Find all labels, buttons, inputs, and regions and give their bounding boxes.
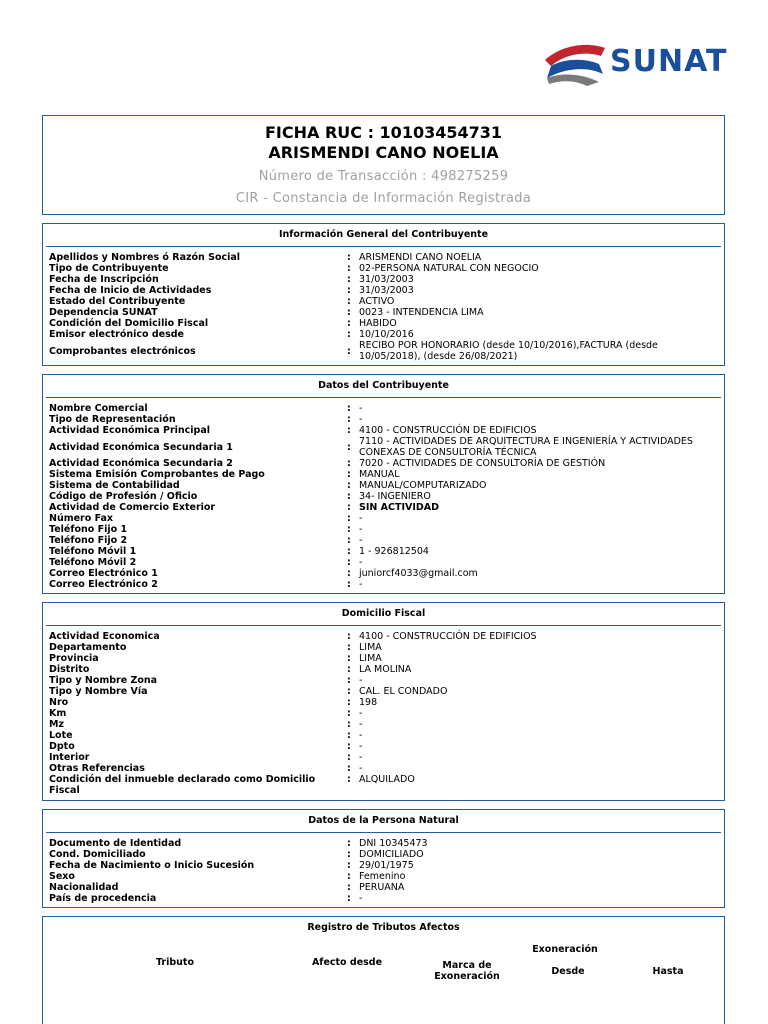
row-value: - [359,719,363,730]
row-value: juniorcf4033@gmail.com [359,568,478,579]
row-label: País de procedencia [49,893,157,904]
row-value: MANUAL [359,469,400,480]
row-value: 198 [359,697,378,708]
row-value: LA MOLINA [359,664,412,675]
row-value: PERUANA [359,882,405,893]
contributor-name-title: ARISMENDI CANO NOELIA [268,143,499,162]
info-row [49,274,724,285]
section-title: Datos del Contribuyente [46,375,721,398]
row-value: 7020 - ACTIVIDADES DE CONSULTORÍA DE GESTIÓN [359,458,606,469]
row-colon: : [347,535,351,546]
row-value: 0023 - INTENDENCIA LIMA [359,307,484,318]
row-label: Correo Electrónico 1 [49,568,158,579]
row-value: 4100 - CONSTRUCCIÓN DE EDIFICIOS [359,425,537,436]
section-title: Domicilio Fiscal [46,603,721,626]
row-label: Km [49,708,67,719]
info-row [49,653,724,664]
row-colon: : [347,557,351,568]
row-value: LIMA [359,642,382,653]
row-label: Actividad Económica Secundaria 1 [49,441,233,453]
col-exoneracion: Exoneración [532,944,598,955]
row-colon: : [347,849,351,860]
row-colon: : [347,774,351,785]
info-row [49,414,724,425]
row-value: ACTIVO [359,296,395,307]
info-row [49,403,724,414]
row-label: Sexo [49,871,75,882]
info-row [49,631,724,642]
row-colon: : [347,664,351,675]
transaction-number: Número de Transacción : 498275259 [258,169,509,184]
row-colon: : [347,838,351,849]
info-row [49,752,724,763]
info-row [49,860,724,871]
row-value: - [359,579,363,590]
row-value: LIMA [359,653,382,664]
row-label: Tipo y Nombre Vía [49,686,148,697]
row-colon: : [347,425,351,436]
info-row [49,458,724,469]
row-label: Tipo de Contribuyente [49,263,169,274]
info-row [49,436,724,458]
row-value: 31/03/2003 [359,285,414,296]
row-value: - [359,557,363,568]
row-value: - [359,763,363,774]
info-row [49,675,724,686]
row-value: Femenino [359,871,406,882]
info-row [49,730,724,741]
row-colon: : [347,296,351,307]
row-label: Teléfono Fijo 2 [49,535,128,546]
row-colon: : [347,893,351,904]
row-label: Sistema de Contabilidad [49,480,180,491]
info-row [49,557,724,568]
row-colon: : [347,307,351,318]
row-label: Dependencia SUNAT [49,307,158,318]
info-row [49,502,724,513]
row-value: - [359,741,363,752]
info-row [49,263,724,274]
info-row [49,763,724,774]
info-row [49,318,724,329]
row-value: HABIDO [359,318,397,329]
info-row [49,535,724,546]
tax-registry-panel [42,916,725,1024]
row-colon: : [347,708,351,719]
row-label: Documento de Identidad [49,838,182,849]
row-colon: : [347,568,351,579]
row-label: Teléfono Fijo 1 [49,524,128,535]
row-label: Actividad de Comercio Exterior [49,502,216,513]
row-label: Tipo de Representación [49,414,176,425]
row-label: Interior [49,752,90,763]
row-value: 29/01/1975 [359,860,414,871]
row-label: Cond. Domiciliado [49,849,146,860]
info-row [49,340,724,362]
section-title: Datos de la Persona Natural [46,810,721,833]
row-colon: : [347,491,351,502]
row-label: Mz [49,719,64,730]
row-label: Teléfono Móvil 2 [49,557,137,568]
info-row [49,524,724,535]
info-row [49,642,724,653]
info-row [49,491,724,502]
row-colon: : [347,860,351,871]
row-label: Otras Referencias [49,763,145,774]
natural-person-panel [42,809,725,908]
row-value: - [359,708,363,719]
row-colon: : [347,480,351,491]
row-label: Provincia [49,653,99,664]
row-value: DNI 10345473 [359,838,428,849]
row-value: 7110 - ACTIVIDADES DE ARQUITECTURA E INGENIERÍA Y ACTIVIDADES CONEXAS DE CONSULTORÍA TÉCNICA [359,436,693,458]
row-colon: : [347,274,351,285]
fiscal-address-panel [42,602,725,801]
info-row [49,469,724,480]
row-value: 1 - 926812504 [359,546,429,557]
cir-subtitle: CIR - Constancia de Información Registrada [235,191,532,206]
row-colon: : [347,318,351,329]
row-label: Nro [49,697,69,708]
row-colon: : [347,252,351,263]
ficha-ruc-title: FICHA RUC : 10103454731 [264,123,503,142]
row-colon: : [347,285,351,296]
row-label: Departamento [49,642,127,653]
row-label: Correo Electrónico 2 [49,579,158,590]
row-colon: : [347,763,351,774]
row-value: ALQUILADO [359,774,415,785]
contributor-data-panel [42,374,725,594]
general-info-panel [42,223,725,366]
row-colon: : [347,730,351,741]
info-row [49,719,724,730]
row-value: - [359,893,363,904]
row-value: MANUAL/COMPUTARIZADO [359,480,487,491]
info-row [49,849,724,860]
row-value: 34- INGENIERO [359,491,431,502]
row-label: Lote [49,730,73,741]
row-value: SIN ACTIVIDAD [359,502,439,513]
row-value: - [359,675,363,686]
row-colon: : [347,579,351,590]
info-row [49,296,724,307]
row-label: Tipo y Nombre Zona [49,675,158,686]
row-colon: : [347,741,351,752]
sunat-logo-text: SUNAT [610,44,728,79]
row-label: Comprobantes electrónicos [49,345,196,357]
row-label: Nombre Comercial [49,403,148,414]
row-value: CAL. EL CONDADO [359,686,448,697]
row-colon: : [347,642,351,653]
row-label: Condición del inmueble declarado como Domicilio Fiscal [49,774,316,796]
section-title: Registro de Tributos Afectos [307,922,460,933]
row-label: Teléfono Móvil 1 [49,546,137,557]
row-label: Distrito [49,664,90,675]
info-row [49,871,724,882]
row-label: Condición del Domicilio Fiscal [49,318,209,329]
row-label: Número Fax [49,513,114,524]
col-hasta: Hasta [652,966,684,977]
row-value: 10/10/2016 [359,329,414,340]
row-value: DOMICILIADO [359,849,424,860]
info-row [49,307,724,318]
row-colon: : [347,871,351,882]
row-label: Estado del Contribuyente [49,296,186,307]
row-colon: : [347,631,351,642]
info-row [49,774,724,796]
row-value: - [359,414,363,425]
row-value: - [359,752,363,763]
info-row [49,579,724,590]
row-colon: : [347,524,351,535]
row-label: Actividad Económica Secundaria 2 [49,458,233,469]
info-row [49,741,724,752]
info-row [49,329,724,340]
row-label: Actividad Economica [49,631,160,642]
row-value: RECIBO POR HONORARIO (desde 10/10/2016),FACTURA (desde 10/05/2018), (desde 26/08/2021) [359,340,658,362]
info-row [49,882,724,893]
info-row [49,838,724,849]
row-value: - [359,535,363,546]
row-colon: : [347,469,351,480]
row-colon: : [347,329,351,340]
row-colon: : [347,403,351,414]
info-row [49,708,724,719]
row-label: Código de Profesión / Oficio [49,491,198,502]
info-row [49,568,724,579]
row-colon: : [347,502,351,513]
row-colon: : [347,513,351,524]
row-value: 31/03/2003 [359,274,414,285]
row-value: ARISMENDI CANO NOELIA [359,252,482,263]
row-value: 02-PERSONA NATURAL CON NEGOCIO [359,263,539,274]
row-colon: : [347,653,351,664]
row-value: - [359,513,363,524]
info-row [49,425,724,436]
info-row [49,546,724,557]
row-label: Nacionalidad [49,882,119,893]
section-title: Información General del Contribuyente [46,224,721,247]
info-row [49,686,724,697]
row-colon: : [347,697,351,708]
header-panel [42,115,725,215]
row-label: Sistema Emisión Comprobantes de Pago [49,469,265,480]
row-colon: : [347,458,351,469]
row-colon: : [347,263,351,274]
row-colon: : [347,675,351,686]
row-colon: : [347,414,351,425]
row-label: Fecha de Inscripción [49,274,159,285]
row-colon: : [347,441,351,453]
row-label: Actividad Económica Principal [49,425,211,436]
row-label: Apellidos y Nombres ó Razón Social [49,252,241,263]
row-value: - [359,730,363,741]
row-label: Emisor electrónico desde [49,329,184,340]
info-row [49,252,724,263]
row-colon: : [347,752,351,763]
col-desde: Desde [551,966,585,977]
row-label: Dpto [49,741,75,752]
row-colon: : [347,882,351,893]
info-row [49,664,724,675]
row-colon: : [347,345,351,357]
info-row [49,893,724,904]
info-row [49,480,724,491]
row-label: Fecha de Nacimiento o Inicio Sucesión [49,860,255,871]
col-marca-exoneracion: Marca de Exoneración [434,960,500,982]
info-row [49,285,724,296]
row-colon: : [347,546,351,557]
row-value: 4100 - CONSTRUCCIÓN DE EDIFICIOS [359,631,537,642]
info-row [49,513,724,524]
info-row [49,697,724,708]
row-value: - [359,524,363,535]
row-value: - [359,403,363,414]
col-afecto-desde: Afecto desde [311,957,383,968]
row-colon: : [347,719,351,730]
row-label: Fecha de Inicio de Actividades [49,285,212,296]
col-tributo: Tributo [155,957,194,968]
row-colon: : [347,686,351,697]
